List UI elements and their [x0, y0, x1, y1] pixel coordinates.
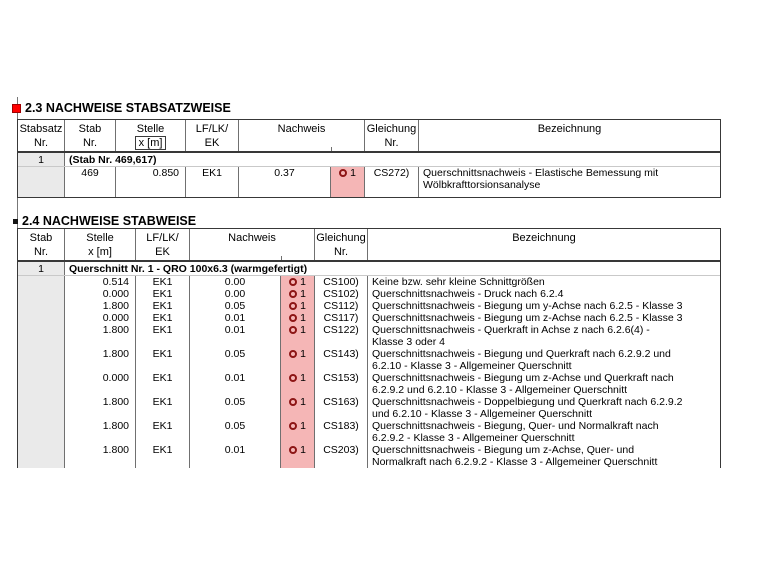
col-header-nachweis[interactable]: Nachweis — [189, 229, 314, 260]
stab-value: 469 — [64, 167, 115, 197]
col-header-stab[interactable]: Stab Nr. — [29, 232, 53, 258]
nachweis-value: 0.01 — [189, 324, 280, 348]
row-number-cell — [18, 324, 64, 348]
bezeichnung-text: Querschnittsnachweis - Querkraft in Achse z nach 6.2.6(4) - Klasse 3 oder 4 — [367, 324, 720, 348]
badge-count: 1 — [300, 312, 306, 324]
gleichung-value: CS203) — [314, 444, 367, 468]
bezeichnung-text: Keine bzw. sehr kleine Schnittgrößen — [367, 276, 720, 288]
lastfall-value: EK1 — [135, 312, 189, 324]
error-badge[interactable] — [330, 167, 364, 197]
col-header-gleichung[interactable]: Gleichung Nr. — [364, 120, 418, 151]
group-row[interactable] — [18, 153, 720, 167]
table-row[interactable] — [18, 312, 720, 324]
row-number-cell — [18, 444, 64, 468]
group-label: Querschnitt Nr. 1 - QRO 100x6.3 (warmgefertigt) — [64, 262, 720, 275]
row-number-cell — [18, 167, 64, 197]
badge-count: 1 — [300, 288, 306, 300]
row-number-cell — [18, 300, 64, 312]
stelle-value: 1.800 — [64, 348, 135, 372]
error-badge[interactable] — [280, 276, 314, 288]
error-circle-icon — [289, 314, 297, 322]
badge-count: 1 — [300, 348, 306, 360]
lastfall-value: EK1 — [135, 444, 189, 468]
section-title-text: 2.4 NACHWEISE STABWEISE — [22, 214, 197, 228]
stelle-value: 1.800 — [64, 300, 135, 312]
bezeichnung-text: Querschnittsnachweis - Biegung, Quer- und Normalkraft nach 6.2.9.2 - Klasse 3 - Allgemeiner Querschnitt — [367, 420, 720, 444]
nachweis-value: 0.37 — [238, 167, 330, 197]
stelle-value: 0.000 — [64, 372, 135, 396]
col-header-bezeichnung[interactable]: Bezeichnung — [418, 120, 720, 151]
lastfall-value: EK1 — [135, 348, 189, 372]
row-number-cell — [18, 372, 64, 396]
col-header-nachweis[interactable]: Nachweis — [238, 120, 364, 151]
row-number-cell — [18, 420, 64, 444]
col-header-bezeichnung[interactable]: Bezeichnung — [367, 229, 720, 260]
stelle-value: 0.850 — [115, 167, 185, 197]
nachweis-value: 0.01 — [189, 312, 280, 324]
stabweise-table-body — [18, 276, 720, 468]
badge-count: 1 — [300, 420, 306, 432]
gleichung-value: CS102) — [314, 288, 367, 300]
badge-count: 1 — [300, 300, 306, 312]
bezeichnung-text: Querschnittsnachweis - Biegung und Querkraft nach 6.2.9.2 und 6.2.10 - Klasse 3 - Allgemeiner Querschnitt — [367, 348, 720, 372]
nachweis-value: 0.05 — [189, 348, 280, 372]
error-badge[interactable] — [280, 288, 314, 300]
stelle-value: 0.000 — [64, 312, 135, 324]
error-circle-icon — [289, 278, 297, 286]
col-header-stelle[interactable]: Stelle x [m] — [64, 229, 135, 260]
bezeichnung-text: Querschnittsnachweis - Biegung um y-Achse nach 6.2.5 - Klasse 3 — [367, 300, 720, 312]
lastfall-value: EK1 — [185, 167, 238, 197]
bezeichnung-text: Querschnittsnachweis - Druck nach 6.2.4 — [367, 288, 720, 300]
row-number-cell — [18, 276, 64, 288]
bezeichnung-text: Querschnittsnachweis - Elastische Bemessung mit Wölbkrafttorsionsanalyse — [418, 167, 720, 197]
table-row[interactable] — [18, 372, 720, 396]
nachweis-value: 0.05 — [189, 300, 280, 312]
stelle-value: 1.800 — [64, 444, 135, 468]
nachweis-value: 0.01 — [189, 444, 280, 468]
section-marker-black-icon — [13, 219, 18, 224]
col-header-stab[interactable]: Stab Nr. — [64, 120, 115, 151]
col-header-stabsatz[interactable]: Stabsatz Nr. — [19, 123, 63, 149]
bezeichnung-text: Querschnittsnachweis - Doppelbiegung und Querkraft nach 6.2.9.2 und 6.2.10 - Klasse 3 - Allgemeiner Querschnitt — [367, 396, 720, 420]
stabweise-table-header — [18, 229, 720, 262]
section-marker-red-icon — [12, 104, 21, 113]
stelle-value: 0.000 — [64, 288, 135, 300]
stelle-value: 1.800 — [64, 324, 135, 348]
table-row[interactable] — [18, 324, 720, 348]
row-number-cell — [18, 288, 64, 300]
table-row[interactable] — [18, 396, 720, 420]
table-row[interactable] — [18, 167, 720, 197]
badge-count: 1 — [300, 324, 306, 336]
table-row[interactable] — [18, 348, 720, 372]
bezeichnung-text: Querschnittsnachweis - Biegung um z-Achse nach 6.2.5 - Klasse 3 — [367, 312, 720, 324]
gleichung-value: CS143) — [314, 348, 367, 372]
table-row[interactable] — [18, 276, 720, 288]
lastfall-value: EK1 — [135, 300, 189, 312]
gleichung-value: CS117) — [314, 312, 367, 324]
error-badge[interactable] — [280, 324, 314, 348]
table-row[interactable] — [18, 444, 720, 468]
lastfall-value: EK1 — [135, 324, 189, 348]
gleichung-value: CS153) — [314, 372, 367, 396]
stelle-value: 1.800 — [64, 396, 135, 420]
bezeichnung-text: Querschnittsnachweis - Biegung um z-Achse und Querkraft nach 6.2.9.2 und 6.2.10 - Klasse 3 - Allgemeiner Querschnitt — [367, 372, 720, 396]
error-badge[interactable] — [280, 372, 314, 396]
lastfall-value: EK1 — [135, 372, 189, 396]
badge-count: 1 — [350, 167, 356, 179]
row-number-cell — [18, 396, 64, 420]
table-row[interactable] — [18, 300, 720, 312]
section-title-text: 2.3 NACHWEISE STABSATZWEISE — [25, 101, 231, 115]
error-badge[interactable] — [280, 312, 314, 324]
error-circle-icon — [289, 290, 297, 298]
error-circle-icon — [289, 446, 297, 454]
row-number-cell — [18, 312, 64, 324]
table-row[interactable] — [18, 420, 720, 444]
gleichung-value: CS100) — [314, 276, 367, 288]
table-row[interactable] — [18, 288, 720, 300]
nachweis-value: 0.01 — [189, 372, 280, 396]
bezeichnung-text: Querschnittsnachweis - Biegung um z-Achse, Quer- und Normalkraft nach 6.2.9.2 - Klasse 3 - Allgemeiner Querschnitt — [367, 444, 720, 468]
focused-header-cell[interactable]: x [m] — [135, 136, 167, 150]
gleichung-value: CS183) — [314, 420, 367, 444]
stabsatz-table-header — [18, 120, 720, 153]
gleichung-value: CS122) — [314, 324, 367, 348]
nachweis-value: 0.05 — [189, 396, 280, 420]
lastfall-value: EK1 — [135, 288, 189, 300]
lastfall-value: EK1 — [135, 276, 189, 288]
error-badge[interactable] — [280, 420, 314, 444]
badge-count: 1 — [300, 396, 306, 408]
error-circle-icon — [289, 398, 297, 406]
lastfall-value: EK1 — [135, 396, 189, 420]
subcolumn-tick — [281, 256, 282, 260]
gleichung-value: CS163) — [314, 396, 367, 420]
lastfall-value: EK1 — [135, 420, 189, 444]
row-number-cell: 1 — [18, 153, 64, 166]
stabsatz-table — [17, 119, 721, 198]
gleichung-value: CS112) — [314, 300, 367, 312]
col-header-stelle[interactable]: Stelle x [m] — [115, 120, 185, 151]
nachweis-value: 0.00 — [189, 276, 280, 288]
error-badge[interactable] — [280, 396, 314, 420]
error-circle-icon — [289, 422, 297, 430]
nachweis-value: 0.00 — [189, 288, 280, 300]
gleichung-value: CS272) — [364, 167, 418, 197]
error-badge[interactable] — [280, 300, 314, 312]
error-circle-icon — [289, 350, 297, 358]
col-header-lflk[interactable]: LF/LK/ EK — [135, 229, 189, 260]
error-badge[interactable] — [280, 348, 314, 372]
col-header-gleichung[interactable]: Gleichung Nr. — [314, 229, 367, 260]
row-number-cell — [18, 348, 64, 372]
row-number-cell: 1 — [18, 262, 64, 275]
stabweise-table — [17, 228, 721, 468]
error-badge[interactable] — [280, 444, 314, 468]
subcolumn-tick — [331, 147, 332, 151]
section-title-2-3 — [12, 101, 231, 115]
col-header-lflk[interactable]: LF/LK/ EK — [185, 120, 238, 151]
badge-count: 1 — [300, 444, 306, 456]
group-label: (Stab Nr. 469,617) — [64, 153, 720, 166]
error-circle-icon — [339, 169, 347, 177]
stelle-value: 0.514 — [64, 276, 135, 288]
stelle-value: 1.800 — [64, 420, 135, 444]
group-row[interactable] — [18, 262, 720, 276]
badge-count: 1 — [300, 372, 306, 384]
badge-count: 1 — [300, 276, 306, 288]
error-circle-icon — [289, 302, 297, 310]
nachweis-value: 0.05 — [189, 420, 280, 444]
error-circle-icon — [289, 326, 297, 334]
section-title-2-4 — [13, 214, 196, 228]
error-circle-icon — [289, 374, 297, 382]
